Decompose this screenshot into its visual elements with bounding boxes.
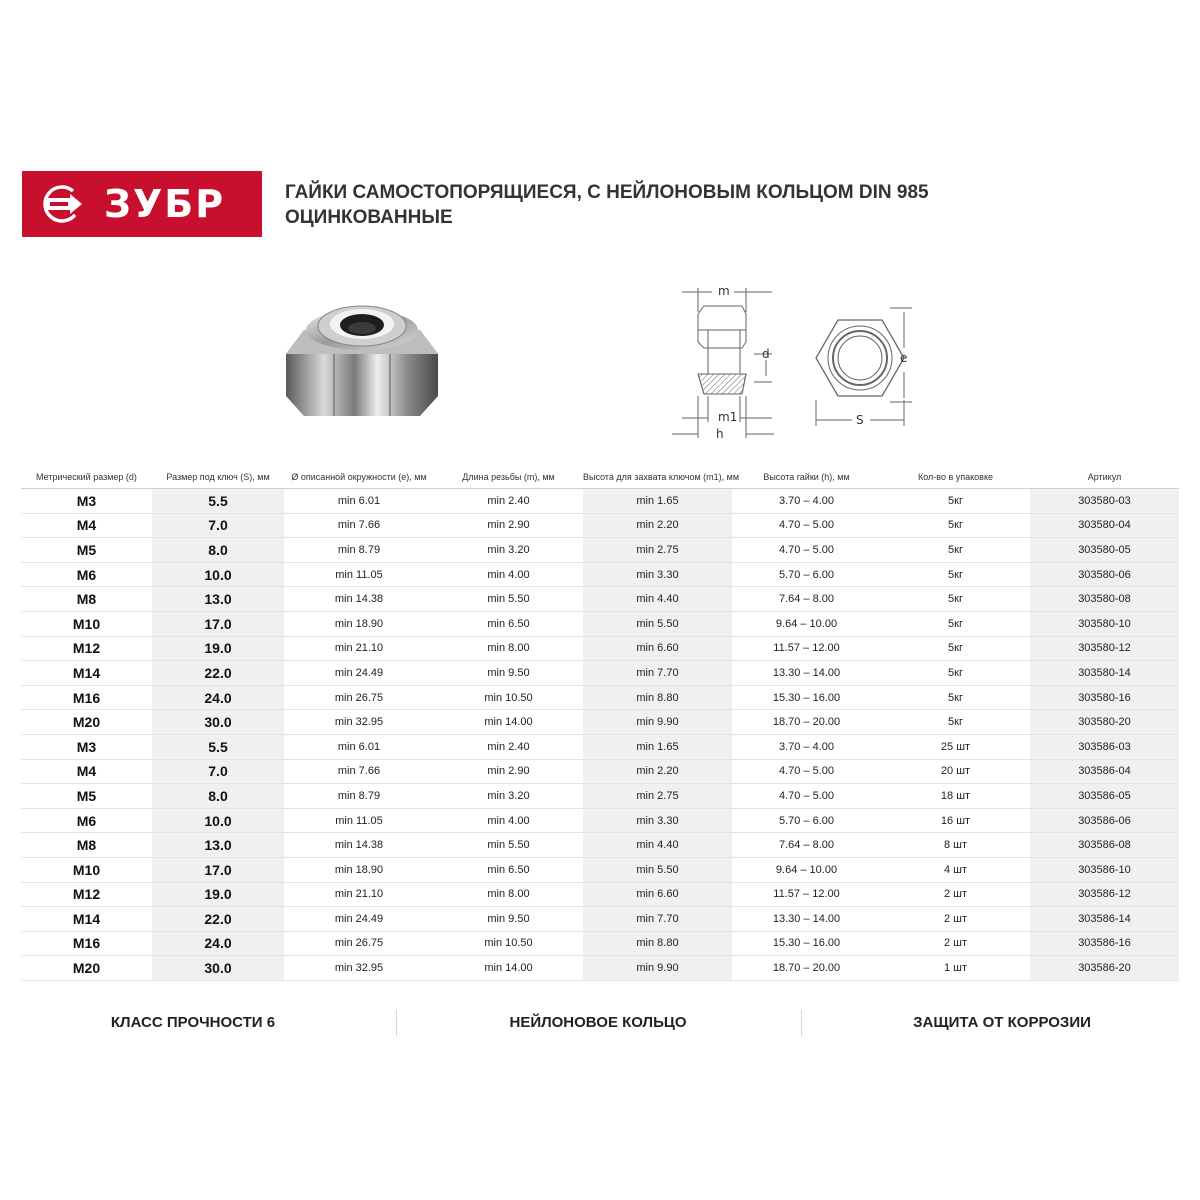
cell-wrench-size: 7.0 <box>152 513 284 538</box>
cell-article: 303586-08 <box>1030 833 1179 858</box>
cell-grip-height: min 2.75 <box>583 784 732 809</box>
cell-metric-size: M3 <box>21 489 152 514</box>
cell-circle-diameter: min 21.10 <box>284 636 434 661</box>
cell-grip-height: min 8.80 <box>583 931 732 956</box>
cell-article: 303586-16 <box>1030 931 1179 956</box>
cell-grip-height: min 4.40 <box>583 587 732 612</box>
cell-wrench-size: 10.0 <box>152 808 284 833</box>
cell-circle-diameter: min 11.05 <box>284 562 434 587</box>
cell-circle-diameter: min 32.95 <box>284 710 434 735</box>
cell-grip-height: min 2.75 <box>583 538 732 563</box>
cell-grip-height: min 8.80 <box>583 685 732 710</box>
page-title <box>285 180 985 230</box>
cell-wrench-size: 30.0 <box>152 710 284 735</box>
cell-thread-length: min 5.50 <box>434 833 583 858</box>
cell-wrench-size: 8.0 <box>152 784 284 809</box>
col-header-thread-length: Длина резьбы (m), мм <box>462 472 555 482</box>
cell-pack-qty: 5кг <box>881 489 1030 514</box>
cell-grip-height: min 5.50 <box>583 857 732 882</box>
cell-circle-diameter: min 6.01 <box>284 734 434 759</box>
col-header-wrench-size: Размер под ключ (S), мм <box>166 472 270 482</box>
table-row <box>21 956 1179 981</box>
col-header-pack-qty: Кол-во в упаковке <box>917 472 993 482</box>
cell-article: 303586-05 <box>1030 784 1179 809</box>
cell-thread-length: min 4.00 <box>434 808 583 833</box>
cell-pack-qty: 5кг <box>881 661 1030 686</box>
cell-circle-diameter: min 32.95 <box>284 956 434 981</box>
cell-nut-height: 5.70 – 6.00 <box>732 808 881 833</box>
cell-wrench-size: 17.0 <box>152 857 284 882</box>
cell-metric-size: M12 <box>21 636 152 661</box>
table-row <box>21 882 1179 907</box>
brand-name: ЗУБР <box>104 182 226 226</box>
cell-pack-qty: 5кг <box>881 513 1030 538</box>
col-header-metric-size: Метрический размер (d) <box>36 472 137 482</box>
cell-nut-height: 11.57 – 12.00 <box>732 636 881 661</box>
cell-grip-height: min 3.30 <box>583 808 732 833</box>
cell-pack-qty: 20 шт <box>881 759 1030 784</box>
cell-thread-length: min 2.40 <box>434 489 583 514</box>
table-row <box>21 833 1179 858</box>
col-header-nut-height: Высота гайки (h), мм <box>763 472 850 482</box>
cell-article: 303586-03 <box>1030 734 1179 759</box>
cell-thread-length: min 10.50 <box>434 685 583 710</box>
col-header-grip-height: Высота для захвата ключом (m1), мм <box>583 472 740 482</box>
cell-thread-length: min 2.40 <box>434 734 583 759</box>
cell-circle-diameter: min 24.49 <box>284 907 434 932</box>
cell-grip-height: min 1.65 <box>583 734 732 759</box>
cell-pack-qty: 2 шт <box>881 931 1030 956</box>
table-row <box>21 661 1179 686</box>
table-row <box>21 808 1179 833</box>
dim-label-h: h <box>716 427 724 441</box>
cell-grip-height: min 6.60 <box>583 636 732 661</box>
spec-table <box>21 466 1179 981</box>
cell-circle-diameter: min 14.38 <box>284 587 434 612</box>
cell-thread-length: min 9.50 <box>434 907 583 932</box>
cell-nut-height: 15.30 – 16.00 <box>732 931 881 956</box>
cell-grip-height: min 2.20 <box>583 513 732 538</box>
cell-nut-height: 3.70 – 4.00 <box>732 734 881 759</box>
cell-article: 303580-03 <box>1030 489 1179 514</box>
dim-label-s: S <box>856 413 864 427</box>
table-row <box>21 611 1179 636</box>
cell-metric-size: M14 <box>21 907 152 932</box>
table-row <box>21 907 1179 932</box>
cell-article: 303580-16 <box>1030 685 1179 710</box>
cell-thread-length: min 14.00 <box>434 956 583 981</box>
cell-grip-height: min 6.60 <box>583 882 732 907</box>
cell-pack-qty: 5кг <box>881 611 1030 636</box>
table-row <box>21 931 1179 956</box>
cell-pack-qty: 8 шт <box>881 833 1030 858</box>
col-header-article: Артикул <box>1087 472 1122 482</box>
cell-nut-height: 9.64 – 10.00 <box>732 611 881 636</box>
dim-label-e: e <box>900 351 908 365</box>
cell-circle-diameter: min 8.79 <box>284 784 434 809</box>
cell-article: 303580-05 <box>1030 538 1179 563</box>
cell-metric-size: M14 <box>21 661 152 686</box>
feature-strength-class: КЛАСС ПРОЧНОСТИ 6 <box>110 1014 276 1031</box>
cell-thread-length: min 5.50 <box>434 587 583 612</box>
table-row <box>21 489 1179 514</box>
cell-metric-size: M8 <box>21 833 152 858</box>
cell-circle-diameter: min 26.75 <box>284 685 434 710</box>
cell-circle-diameter: min 11.05 <box>284 808 434 833</box>
cell-article: 303586-14 <box>1030 907 1179 932</box>
cell-article: 303586-06 <box>1030 808 1179 833</box>
cell-wrench-size: 8.0 <box>152 538 284 563</box>
cell-nut-height: 18.70 – 20.00 <box>732 956 881 981</box>
cell-thread-length: min 2.90 <box>434 759 583 784</box>
feature-nylon-ring: НЕЙЛОНОВОЕ КОЛЬЦО <box>509 1014 687 1031</box>
cell-wrench-size: 5.5 <box>152 734 284 759</box>
cell-circle-diameter: min 18.90 <box>284 857 434 882</box>
cell-pack-qty: 25 шт <box>881 734 1030 759</box>
table-row <box>21 857 1179 882</box>
cell-nut-height: 7.64 – 8.00 <box>732 833 881 858</box>
table-row <box>21 562 1179 587</box>
spec-table-wrap <box>21 466 1179 981</box>
cell-circle-diameter: min 14.38 <box>284 833 434 858</box>
cell-nut-height: 4.70 – 5.00 <box>732 538 881 563</box>
cell-wrench-size: 13.0 <box>152 587 284 612</box>
cell-metric-size: M16 <box>21 931 152 956</box>
cell-pack-qty: 4 шт <box>881 857 1030 882</box>
cell-wrench-size: 19.0 <box>152 636 284 661</box>
cell-wrench-size: 13.0 <box>152 833 284 858</box>
cell-pack-qty: 5кг <box>881 685 1030 710</box>
cell-metric-size: M6 <box>21 562 152 587</box>
cell-circle-diameter: min 21.10 <box>284 882 434 907</box>
table-row <box>21 784 1179 809</box>
cell-nut-height: 5.70 – 6.00 <box>732 562 881 587</box>
cell-circle-diameter: min 6.01 <box>284 489 434 514</box>
cell-circle-diameter: min 18.90 <box>284 611 434 636</box>
cell-nut-height: 3.70 – 4.00 <box>732 489 881 514</box>
cell-pack-qty: 2 шт <box>881 882 1030 907</box>
brand-logo <box>22 171 262 237</box>
cell-thread-length: min 8.00 <box>434 882 583 907</box>
cell-wrench-size: 10.0 <box>152 562 284 587</box>
cell-nut-height: 13.30 – 14.00 <box>732 907 881 932</box>
cell-thread-length: min 14.00 <box>434 710 583 735</box>
cell-grip-height: min 4.40 <box>583 833 732 858</box>
cell-wrench-size: 22.0 <box>152 907 284 932</box>
cell-circle-diameter: min 8.79 <box>284 538 434 563</box>
cell-wrench-size: 19.0 <box>152 882 284 907</box>
cell-pack-qty: 18 шт <box>881 784 1030 809</box>
brand-emblem-icon <box>36 181 96 227</box>
cell-wrench-size: 5.5 <box>152 489 284 514</box>
feature-divider <box>801 1010 802 1036</box>
dim-label-m1: m1 <box>718 410 738 424</box>
feature-strip <box>0 1008 1200 1038</box>
cell-nut-height: 9.64 – 10.00 <box>732 857 881 882</box>
cell-grip-height: min 7.70 <box>583 661 732 686</box>
cell-nut-height: 4.70 – 5.00 <box>732 784 881 809</box>
cell-circle-diameter: min 24.49 <box>284 661 434 686</box>
table-row <box>21 734 1179 759</box>
cell-metric-size: M10 <box>21 857 152 882</box>
cell-wrench-size: 7.0 <box>152 759 284 784</box>
nut-photo <box>282 292 442 422</box>
cell-article: 303586-20 <box>1030 956 1179 981</box>
cell-metric-size: M5 <box>21 784 152 809</box>
cell-pack-qty: 5кг <box>881 587 1030 612</box>
cell-metric-size: M16 <box>21 685 152 710</box>
table-row <box>21 685 1179 710</box>
cell-article: 303580-12 <box>1030 636 1179 661</box>
cell-grip-height: min 7.70 <box>583 907 732 932</box>
table-row <box>21 636 1179 661</box>
feature-divider <box>396 1010 397 1036</box>
cell-pack-qty: 5кг <box>881 710 1030 735</box>
cell-nut-height: 4.70 – 5.00 <box>732 759 881 784</box>
cell-article: 303580-06 <box>1030 562 1179 587</box>
cell-grip-height: min 5.50 <box>583 611 732 636</box>
title-line-2: ОЦИНКОВАННЫЕ <box>285 207 453 228</box>
cell-nut-height: 4.70 – 5.00 <box>732 513 881 538</box>
cell-article: 303586-04 <box>1030 759 1179 784</box>
cell-circle-diameter: min 7.66 <box>284 759 434 784</box>
cell-thread-length: min 10.50 <box>434 931 583 956</box>
cell-grip-height: min 9.90 <box>583 956 732 981</box>
title-line-1: ГАЙКИ САМОСТОПОРЯЩИЕСЯ, С НЕЙЛОНОВЫМ КОЛЬЦОМ DIN 985 <box>285 182 929 203</box>
cell-pack-qty: 1 шт <box>881 956 1030 981</box>
cell-thread-length: min 8.00 <box>434 636 583 661</box>
cell-grip-height: min 2.20 <box>583 759 732 784</box>
cell-metric-size: M6 <box>21 808 152 833</box>
cell-wrench-size: 24.0 <box>152 931 284 956</box>
cell-metric-size: M3 <box>21 734 152 759</box>
table-row <box>21 759 1179 784</box>
cell-thread-length: min 3.20 <box>434 784 583 809</box>
table-row <box>21 710 1179 735</box>
table-row <box>21 538 1179 563</box>
cell-wrench-size: 17.0 <box>152 611 284 636</box>
cell-metric-size: M12 <box>21 882 152 907</box>
table-row <box>21 587 1179 612</box>
cell-grip-height: min 9.90 <box>583 710 732 735</box>
cell-pack-qty: 5кг <box>881 636 1030 661</box>
cell-article: 303586-12 <box>1030 882 1179 907</box>
cell-metric-size: M4 <box>21 513 152 538</box>
cell-article: 303580-20 <box>1030 710 1179 735</box>
cell-circle-diameter: min 26.75 <box>284 931 434 956</box>
cell-metric-size: M5 <box>21 538 152 563</box>
table-row <box>21 513 1179 538</box>
cell-grip-height: min 3.30 <box>583 562 732 587</box>
cell-article: 303580-08 <box>1030 587 1179 612</box>
cell-nut-height: 18.70 – 20.00 <box>732 710 881 735</box>
cell-circle-diameter: min 7.66 <box>284 513 434 538</box>
dim-label-d: d <box>762 347 770 361</box>
technical-drawing <box>668 278 928 448</box>
cell-thread-length: min 2.90 <box>434 513 583 538</box>
cell-nut-height: 7.64 – 8.00 <box>732 587 881 612</box>
cell-metric-size: M10 <box>21 611 152 636</box>
table-body <box>21 489 1179 981</box>
feature-corrosion-protection: ЗАЩИТА ОТ КОРРОЗИИ <box>913 1014 1091 1031</box>
col-header-circle-diameter: Ø описанной окружности (e), мм <box>291 472 427 482</box>
cell-metric-size: M4 <box>21 759 152 784</box>
cell-pack-qty: 5кг <box>881 538 1030 563</box>
cell-nut-height: 13.30 – 14.00 <box>732 661 881 686</box>
cell-thread-length: min 6.50 <box>434 857 583 882</box>
cell-article: 303580-04 <box>1030 513 1179 538</box>
cell-metric-size: M8 <box>21 587 152 612</box>
cell-article: 303580-10 <box>1030 611 1179 636</box>
cell-wrench-size: 22.0 <box>152 661 284 686</box>
cell-wrench-size: 30.0 <box>152 956 284 981</box>
dim-label-m: m <box>718 284 730 298</box>
cell-article: 303586-10 <box>1030 857 1179 882</box>
table-header-row <box>21 466 1179 489</box>
cell-thread-length: min 3.20 <box>434 538 583 563</box>
cell-article: 303580-14 <box>1030 661 1179 686</box>
cell-nut-height: 11.57 – 12.00 <box>732 882 881 907</box>
cell-grip-height: min 1.65 <box>583 489 732 514</box>
cell-metric-size: M20 <box>21 710 152 735</box>
cell-metric-size: M20 <box>21 956 152 981</box>
cell-wrench-size: 24.0 <box>152 685 284 710</box>
cell-nut-height: 15.30 – 16.00 <box>732 685 881 710</box>
cell-thread-length: min 9.50 <box>434 661 583 686</box>
cell-pack-qty: 2 шт <box>881 907 1030 932</box>
cell-pack-qty: 5кг <box>881 562 1030 587</box>
cell-thread-length: min 6.50 <box>434 611 583 636</box>
cell-thread-length: min 4.00 <box>434 562 583 587</box>
cell-pack-qty: 16 шт <box>881 808 1030 833</box>
